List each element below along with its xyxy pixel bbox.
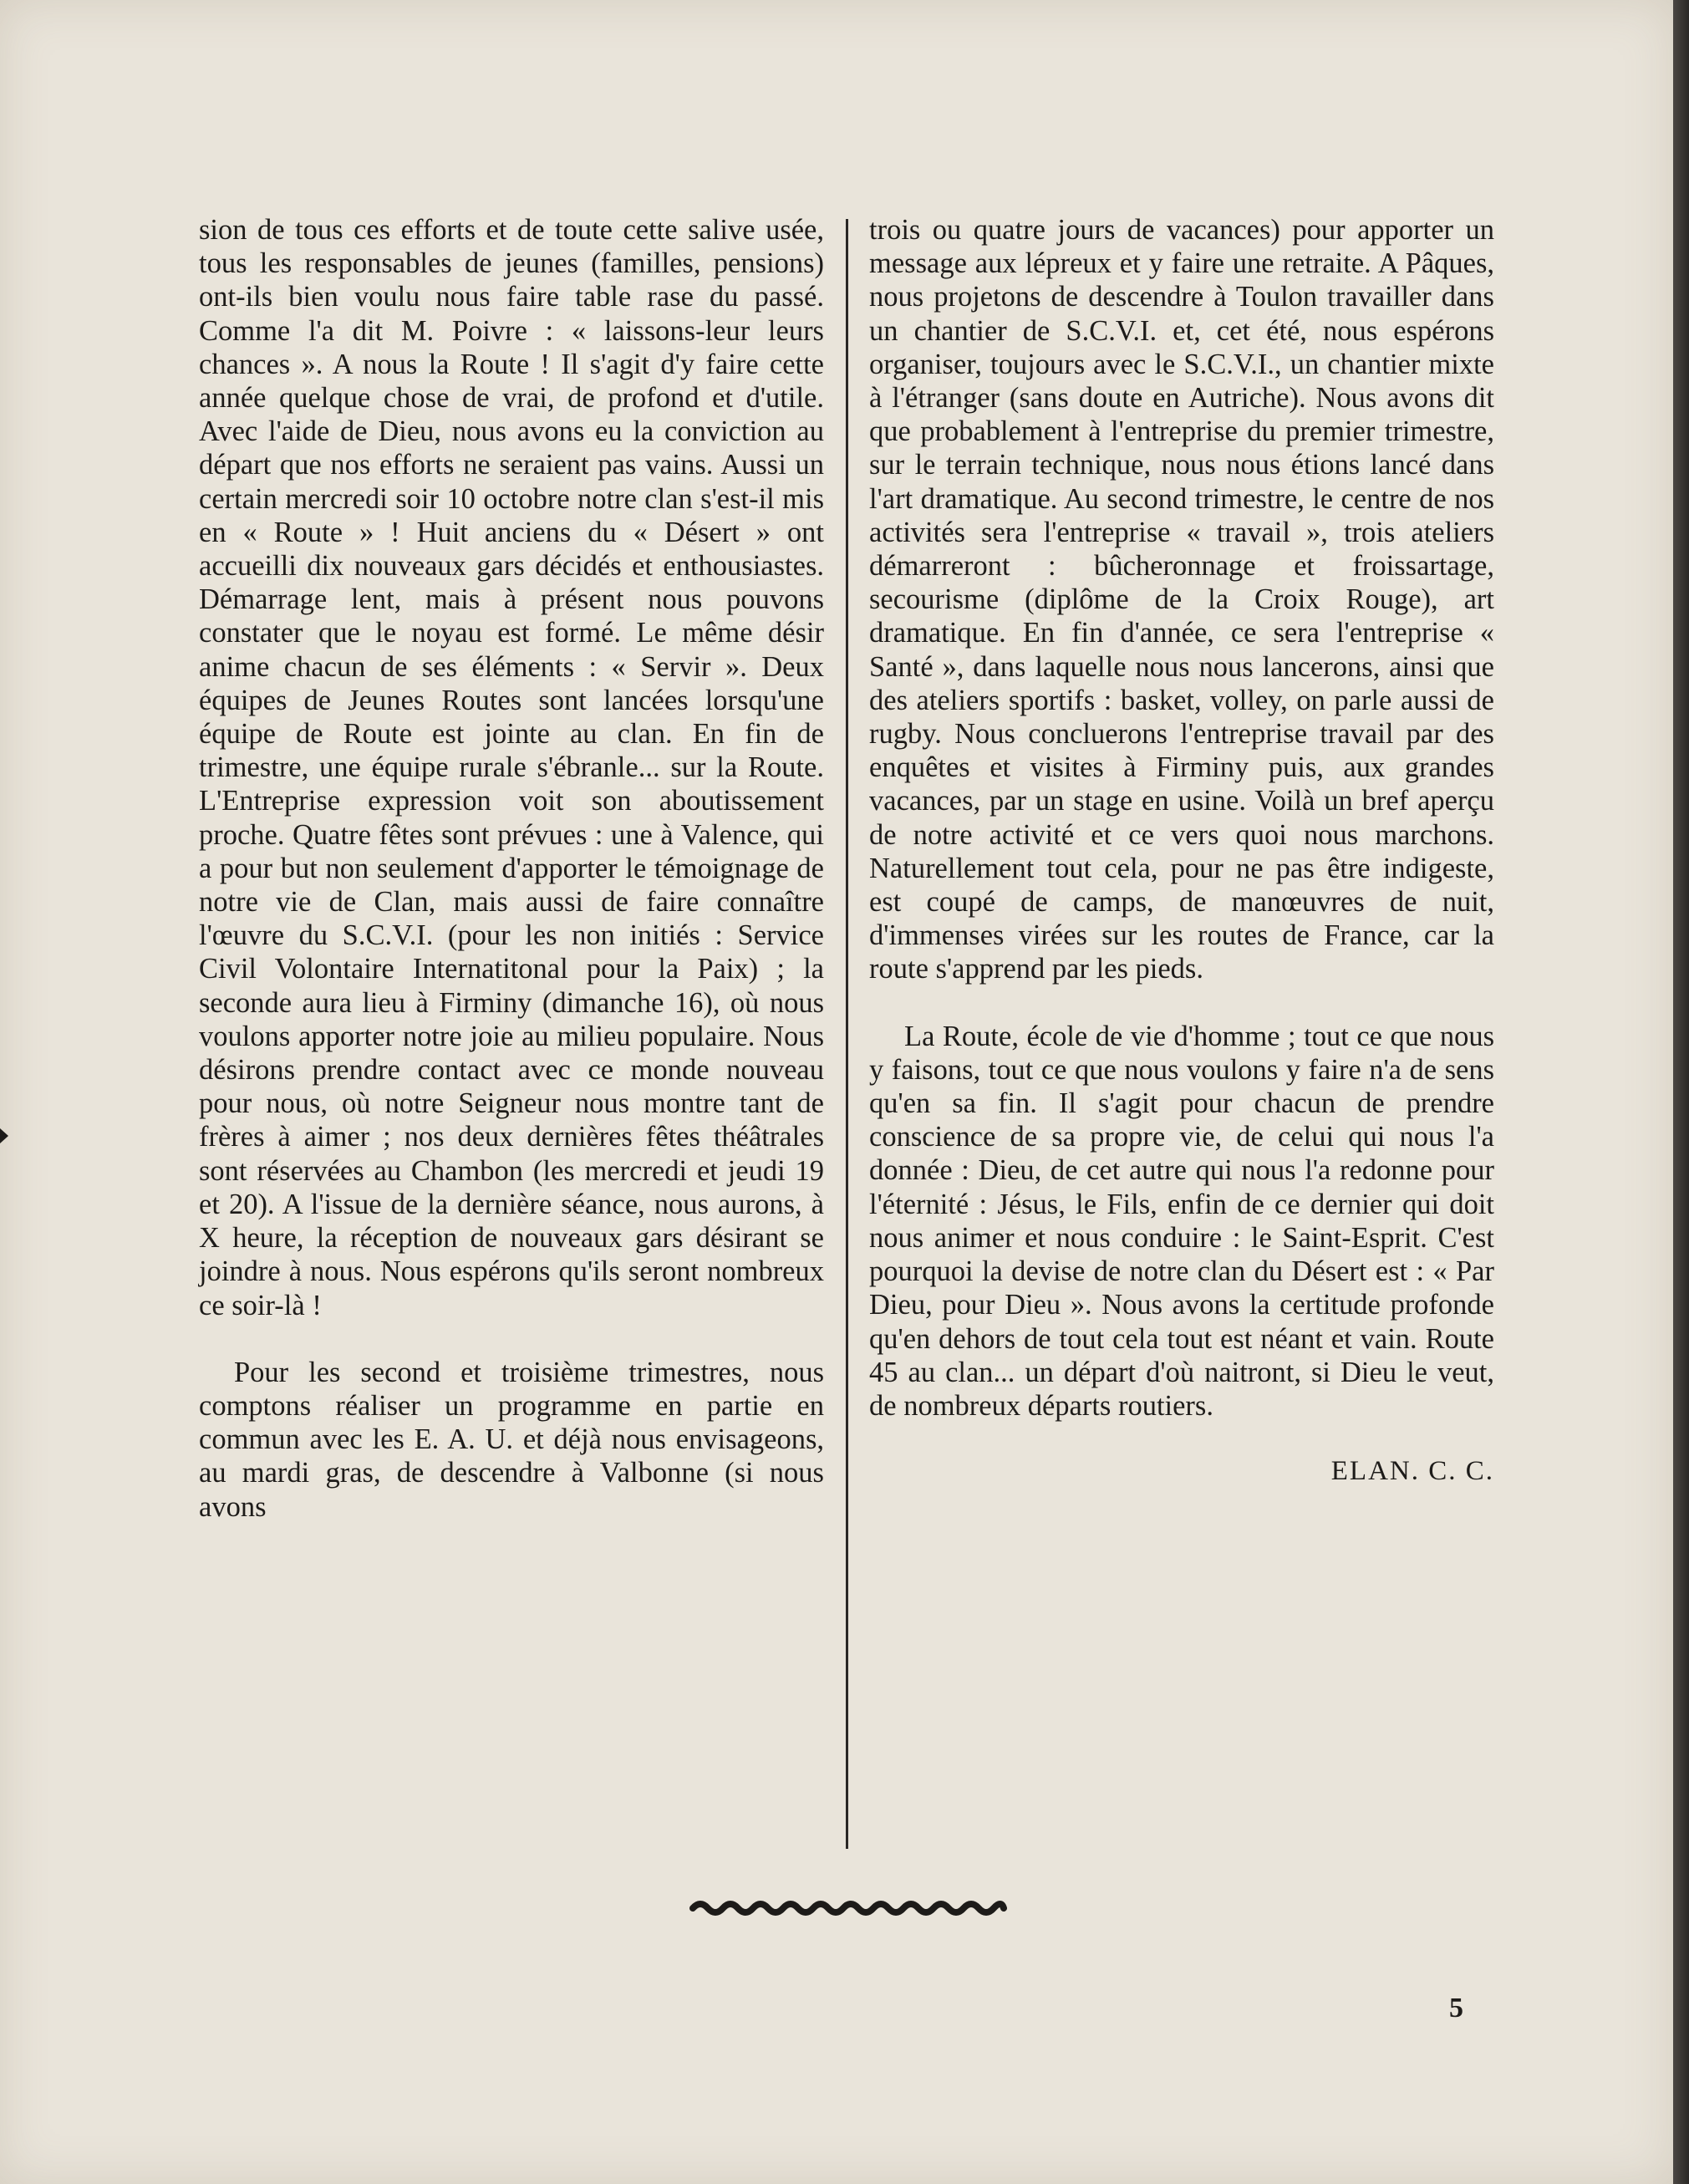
column-divider xyxy=(846,219,848,1849)
right-paragraph-1: trois ou quatre jours de vacances) pour apporter un message aux lépreux et y faire une retraite. A Pâques, nous projetons de descendre à Toulon travailler dans un chantier de S.C.V.I. et, cet été, nous espérons organiser, toujours avec le S.C.V.I., un chantier mixte à l'étranger (sans doute en Autriche). Nous avons dit que probablement à l'entreprise du premier trimestre, sur le terrain technique, nous nous étions lancé dans l'art dramatique. Au second trimestre, le centre de nos activités sera l'entreprise « travail », trois ateliers démarreront : bûcheronnage et froissartage, secourisme (diplôme de la Croix Rouge), art dramatique. En fin d'année, ce sera l'entreprise « Santé », dans laquelle nous nous lancerons, ainsi que des ateliers sportifs : basket, volley, on parle aussi de rugby. Nous concluerons l'entreprise travail par des enquêtes et visites à Firminy puis, aux grandes vacances, par un stage en usine. Voilà un bref aperçu de notre activité et ce vers quoi nous marchons. Naturellement tout cela, pour ne pas être indigeste, est coupé de camps, de manœuvres de nuit, d'immenses virées sur les routes de France, car la route s'apprend par les pieds. xyxy=(869,214,1494,985)
binding-edge xyxy=(1673,0,1689,2184)
author-signature: ELAN. C. C. xyxy=(1330,1456,1494,1487)
right-text-column xyxy=(869,213,1494,1488)
decorative-wave-ornament xyxy=(689,1897,1007,1919)
left-paragraph-2: Pour les second et troisième trimestres, nous comptons réaliser un programme en partie en commun avec les E. A. U. et déjà nous envisageons, au mardi gras, de descendre à Valbonne (si nous avons xyxy=(199,1356,824,1523)
right-paragraph-2: La Route, école de vie d'homme ; tout ce que nous y faisons, tout ce que nous voulons y faire n'a de sens qu'en sa fin. Il s'agit pour chacun de prendre conscience de sa propre vie, de celui qui nous l'a donnée : Dieu, de cet autre qui nous l'a redonne pour l'éternité : Jésus, le Fils, enfin de ce dernier qui doit nous animer et nous conduire : le Saint-Esprit. C'est pourquoi la devise de notre clan du Désert est : « Par Dieu, pour Dieu ». Nous avons la certitude profonde qu'en dehors de tout cela tout est néant et vain. Route 45 au clan... un départ d'où naitront, si Dieu le veut, de nombreux départs routiers. xyxy=(869,1020,1494,1422)
left-paragraph-1: sion de tous ces efforts et de toute cette salive usée, tous les responsables de jeunes (familles, pensions) ont-ils bien voulu nous faire table rase du passé. Comme l'a dit M. Poivre : « laissons-leur leurs chances ». A nous la Route ! Il s'agit d'y faire cette année quelque chose de vrai, de profond et d'utile. Avec l'aide de Dieu, nous avons eu la conviction au départ que nos efforts ne seraient pas vains. Aussi un certain mercredi soir 10 octobre notre clan s'est-il mis en « Route » ! Huit anciens du « Désert » ont accueilli dix nouveaux gars décidés et enthousiastes. Démarrage lent, mais à présent nous pouvons constater que le noyau est formé. Le même désir anime chacun de ses éléments : « Servir ». Deux équipes de Jeunes Routes sont lancées lorsqu'une équipe de Route est jointe au clan. En fin de trimestre, une équipe rurale s'ébranle... sur la Route. L'Entreprise expression voit son aboutissement proche. Quatre fêtes sont prévues : une à Valence, qui a pour but non seulement d'apporter le témoignage de notre vie de Clan, mais aussi de faire connaître l'œuvre du S.C.V.I. (pour les non initiés : Service Civil Volontaire Internatitonal pour la Paix) ; la seconde aura lieu à Firminy (dimanche 16), où nous voulons apporter notre joie au milieu populaire. Nous désirons prendre contact avec ce monde nouveau pour nous, où notre Seigneur nous montre tant de frères à aimer ; nos deux dernières fêtes théâtrales sont réservées au Chambon (les mercredi et jeudi 19 et 20). A l'issue de la dernière séance, nous aurons, à X heure, la réception de nouveaux gars désirant se joindre à nous. Nous espérons qu'ils seront nombreux ce soir-là ! xyxy=(199,214,824,1321)
left-text-column xyxy=(199,213,824,1524)
margin-arrow-mark xyxy=(0,1128,8,1143)
page-number: 5 xyxy=(1449,1993,1463,2024)
